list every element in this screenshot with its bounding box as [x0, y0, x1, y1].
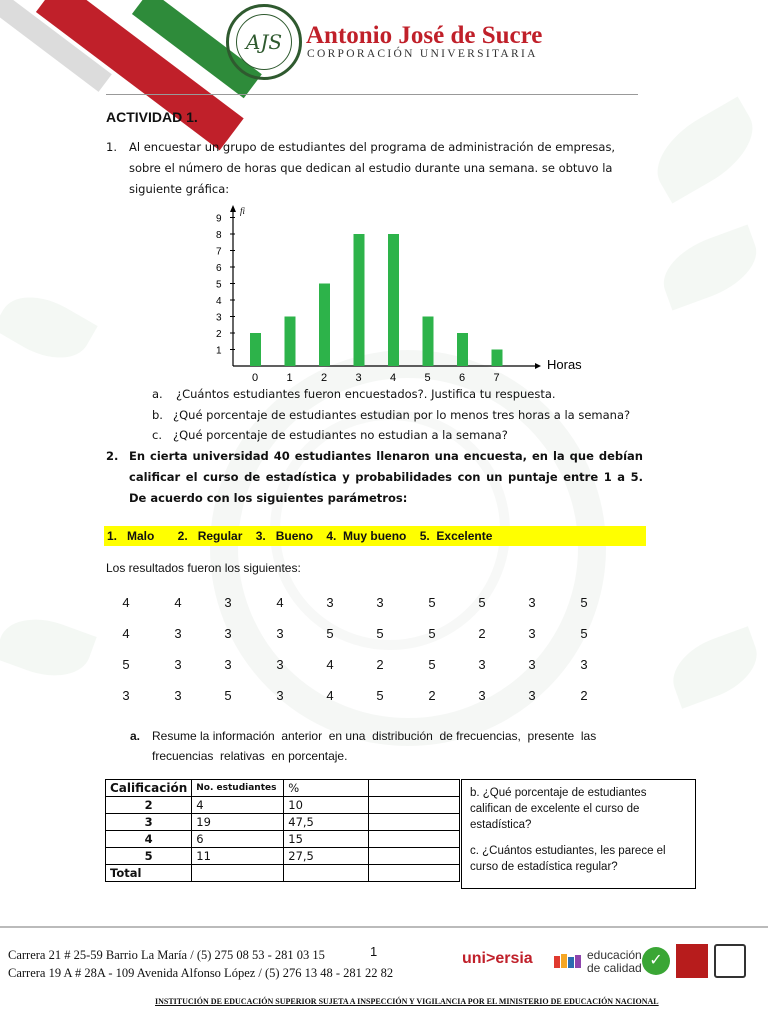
- x-tick-label: 4: [390, 372, 397, 384]
- rating-scale-highlight: 1. Malo 2. Regular 3. Bueno 4. Muy bueno 5. Excelente: [104, 526, 646, 546]
- result-value: 2: [376, 657, 384, 672]
- y-tick-label: 5: [216, 279, 222, 291]
- result-value: 3: [174, 657, 182, 672]
- footer-address-1: Carrera 21 # 25-59 Barrio La María / (5) 275 08 53 - 281 03 15: [8, 948, 325, 962]
- y-tick-label: 2: [216, 329, 222, 340]
- question-2-text: En cierta universidad 40 estudiantes llenaron una encuesta, en la que debían calificar el curso de estadística y probabilidades con un puntaje entre 1 a 5. De acuerdo con los siguientes parámetros:: [129, 449, 643, 505]
- result-value: 5: [224, 688, 232, 703]
- educacion-calidad-logo-line1: educación: [587, 948, 642, 962]
- question-2-number: 2.: [106, 449, 119, 463]
- result-value: 3: [528, 595, 536, 610]
- q2-sub-a-text-line1: Resume la información anterior en una distribución de frecuencias, presente las: [152, 729, 597, 743]
- accreditation-badge-icon: [676, 944, 708, 978]
- cell-empty: [369, 865, 460, 882]
- bar: [250, 333, 261, 366]
- hours-bar-chart: [195, 200, 595, 390]
- cell-total-count: [192, 865, 284, 882]
- bar: [457, 333, 468, 366]
- cell-count: 6: [192, 831, 284, 848]
- cell-percent: 27,5: [284, 848, 369, 865]
- x-tick-label: 7: [493, 372, 500, 384]
- footer-legal-note: INSTITUCIÓN DE EDUCACIÓN SUPERIOR SUJETA A INSPECCIÓN Y VIGILANCIA POR EL MINISTERIO DE EDUCACIÓN NACIONAL: [155, 997, 659, 1006]
- bar: [388, 234, 399, 366]
- seal-monogram: AJS: [236, 14, 292, 70]
- cell-rating: 4: [106, 831, 192, 848]
- result-value: 3: [224, 626, 232, 641]
- q1-sub-b-letter: b.: [152, 408, 163, 422]
- result-value: 4: [122, 595, 130, 610]
- results-label: Los resultados fueron los siguientes:: [106, 561, 301, 575]
- result-value: 5: [122, 657, 130, 672]
- watermark-leaf: [0, 606, 97, 688]
- y-tick-label: 3: [216, 312, 222, 324]
- educacion-calidad-logo-line2: de calidad: [587, 961, 642, 975]
- universia-logo: uni>ersia: [462, 950, 533, 967]
- question-b-text: b. ¿Qué porcentaje de estudiantes califican de excelente el curso de estadística?: [470, 787, 647, 831]
- result-value: 5: [428, 626, 436, 641]
- table-row: [106, 814, 460, 831]
- cell-percent: 47,5: [284, 814, 369, 831]
- cell-count: 19: [192, 814, 284, 831]
- y-axis-arrow: [230, 205, 236, 212]
- header-cell-students: No. estudiantes: [192, 780, 284, 797]
- result-value: 5: [376, 688, 384, 703]
- header-divider: [106, 94, 638, 95]
- watermark-leaf: [642, 97, 767, 204]
- result-value: 2: [428, 688, 436, 703]
- bar: [319, 284, 330, 367]
- result-value: 5: [326, 626, 334, 641]
- result-value: 4: [276, 595, 284, 610]
- question-1-number: 1.: [106, 140, 117, 154]
- header-cell-percent: %: [284, 780, 369, 797]
- result-value: 3: [528, 657, 536, 672]
- x-axis-arrow: [535, 363, 541, 369]
- y-tick-label: 7: [216, 246, 222, 258]
- bar: [354, 234, 365, 366]
- header-cell-empty: [369, 780, 460, 797]
- watermark-leaf: [663, 626, 766, 708]
- cell-percent: 15: [284, 831, 369, 848]
- result-value: 3: [276, 657, 284, 672]
- x-tick-label: 3: [355, 372, 362, 384]
- bar: [285, 317, 296, 367]
- certification-seal-icon: [714, 944, 746, 978]
- result-value: 2: [580, 688, 588, 703]
- y-tick-label: 6: [216, 263, 222, 274]
- brand-subtitle: CORPORACIÓN UNIVERSITARIA: [307, 48, 538, 60]
- result-value: 5: [428, 595, 436, 610]
- result-value: 5: [580, 595, 588, 610]
- question-c-text: c. ¿Cuántos estudiantes, les parece el curso de estadística regular?: [470, 845, 666, 873]
- table-row: [106, 797, 460, 814]
- cell-total-percent: [284, 865, 369, 882]
- result-value: 4: [122, 626, 130, 641]
- q1-sub-a-text: ¿Cuántos estudiantes fueron encuestados?. Justifica tu respuesta.: [176, 387, 556, 401]
- result-value: 3: [478, 688, 486, 703]
- bar: [492, 350, 503, 367]
- cell-rating: 5: [106, 848, 192, 865]
- table-total-row: [106, 865, 460, 882]
- q1-sub-c-text: ¿Qué porcentaje de estudiantes no estudian a la semana?: [173, 428, 508, 442]
- watermark-leaf: [654, 225, 767, 311]
- cell-rating: 2: [106, 797, 192, 814]
- result-value: 5: [580, 626, 588, 641]
- result-value: 3: [276, 626, 284, 641]
- cell-count: 4: [192, 797, 284, 814]
- footer-divider: [0, 926, 768, 928]
- x-tick-label: 6: [459, 372, 466, 384]
- y-tick-label: 1: [216, 345, 222, 357]
- page-number: 1: [370, 944, 378, 959]
- x-axis-label: Horas: [547, 357, 582, 372]
- result-value: 5: [376, 626, 384, 641]
- result-value: 3: [122, 688, 130, 703]
- q1-sub-a-letter: a.: [152, 387, 163, 401]
- result-value: 3: [580, 657, 588, 672]
- educacion-calidad-icon: [554, 952, 584, 972]
- cell-count: 11: [192, 848, 284, 865]
- result-value: 5: [428, 657, 436, 672]
- result-value: 3: [326, 595, 334, 610]
- cell-empty: [369, 848, 460, 865]
- x-tick-label: 0: [252, 372, 259, 384]
- q2-sub-a-letter: a.: [130, 729, 141, 743]
- x-tick-label: 5: [424, 372, 431, 384]
- result-value: 3: [478, 657, 486, 672]
- cell-empty: [369, 797, 460, 814]
- brand-title: Antonio José de Sucre: [306, 22, 543, 49]
- result-value: 4: [326, 688, 334, 703]
- y-tick-label: 4: [216, 296, 222, 307]
- q1-sub-b-text: ¿Qué porcentaje de estudiantes estudian por lo menos tres horas a la semana?: [173, 408, 631, 422]
- result-value: 3: [174, 688, 182, 703]
- header-cell-calificacion: Calificación: [106, 780, 192, 797]
- frequency-table: [105, 779, 460, 882]
- activity-title: ACTIVIDAD 1.: [106, 109, 198, 125]
- table-row: [106, 831, 460, 848]
- q1-sub-c-letter: c.: [152, 428, 162, 442]
- x-tick-label: 2: [321, 372, 328, 384]
- result-value: 3: [224, 595, 232, 610]
- result-value: 3: [224, 657, 232, 672]
- bar: [423, 317, 434, 367]
- cell-percent: 10: [284, 797, 369, 814]
- table-row: [106, 848, 460, 865]
- university-seal-logo: [226, 4, 302, 80]
- y-tick-label: 8: [216, 230, 222, 241]
- cell-rating: 3: [106, 814, 192, 831]
- result-value: 4: [326, 657, 334, 672]
- table-header-row: [106, 780, 460, 797]
- y-tick-label: 9: [216, 213, 222, 225]
- result-value: 5: [478, 595, 486, 610]
- result-value: 4: [174, 595, 182, 610]
- questions-b-c-box: [461, 779, 696, 889]
- question-1-text: Al encuestar un grupo de estudiantes del programa de administración de empresas, sobre el número de horas que dedican al estudio durante una semana. se obtuvo la siguiente gráfica:: [129, 140, 616, 196]
- x-tick-label: 1: [286, 372, 293, 384]
- result-value: 3: [276, 688, 284, 703]
- result-value: 3: [376, 595, 384, 610]
- result-value: 2: [478, 626, 486, 641]
- footer-address-2: Carrera 19 A # 28A - 109 Avenida Alfonso López / (5) 276 13 48 - 281 22 82: [8, 966, 394, 980]
- quality-check-icon: ✓: [642, 947, 670, 975]
- watermark-leaf: [0, 281, 98, 374]
- q2-sub-a-text-line2: frecuencias relativas en porcentaje.: [152, 749, 348, 763]
- y-axis-label: fi: [240, 206, 246, 216]
- cell-empty: [369, 831, 460, 848]
- cell-total-label: Total: [106, 865, 192, 882]
- cell-empty: [369, 814, 460, 831]
- result-value: 3: [528, 688, 536, 703]
- result-value: 3: [174, 626, 182, 641]
- result-value: 3: [528, 626, 536, 641]
